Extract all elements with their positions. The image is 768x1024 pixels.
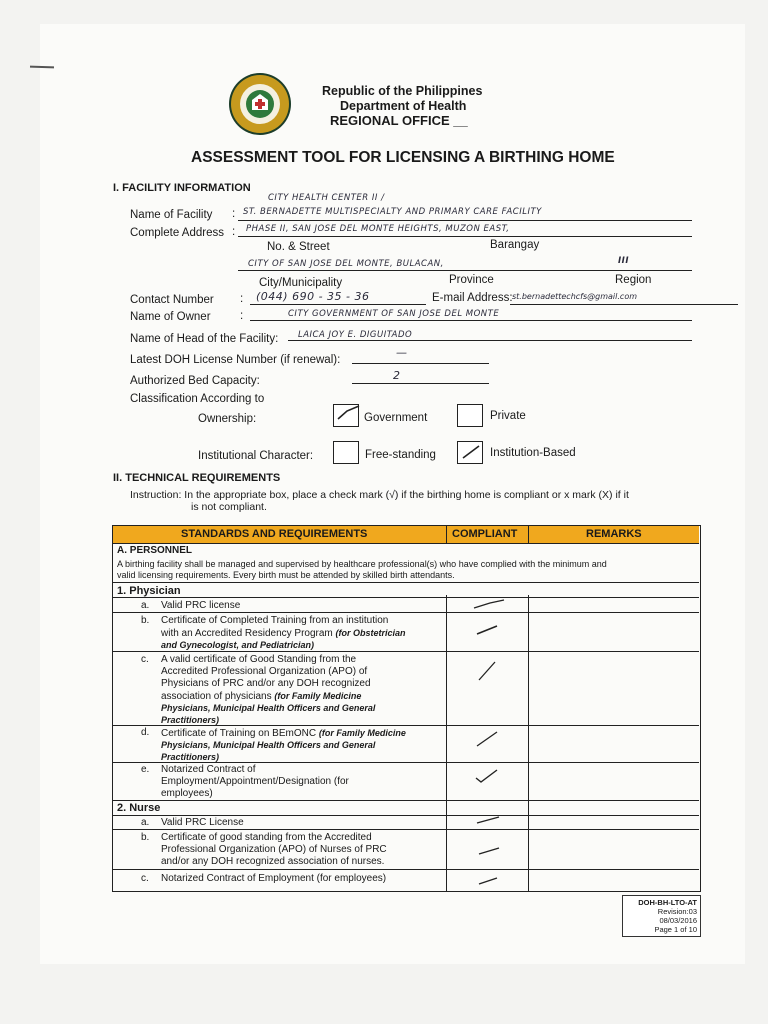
personnel-title: A. PERSONNEL — [117, 545, 193, 556]
physician-d-line1: Certificate of Training on BEmONC — [161, 728, 317, 739]
institutional-label: Institutional Character: — [198, 450, 314, 462]
check-mark-icon — [473, 813, 503, 827]
nurse-a-text: Valid PRC License — [161, 817, 244, 828]
government-label: Government — [364, 412, 428, 424]
check-mark-icon — [475, 658, 505, 684]
doh-seal-icon — [228, 72, 292, 136]
instruction-line1: Instruction: In the appropriate box, place a check mark (√) if the birthing home is compliant or x mark (X) if it — [130, 489, 629, 501]
bed-capacity-underline — [352, 383, 489, 384]
divider — [528, 595, 529, 892]
license-underline — [352, 363, 489, 364]
physician-e-line3: employees) — [161, 788, 213, 799]
physician-c-line2: Accredited Professional Organization (APO) of — [161, 666, 368, 677]
nurse-title: 2. Nurse — [117, 802, 161, 814]
footer-code: DOH-BH-LTO-AT — [638, 898, 697, 907]
license-label: Latest DOH License Number (if renewal): — [130, 354, 341, 366]
divider — [446, 526, 447, 543]
license-value: — — [396, 346, 408, 359]
check-mark-icon — [475, 874, 505, 888]
contact-label: Contact Number — [130, 294, 214, 306]
check-mark-icon — [473, 726, 503, 752]
footer-revision: Revision:03 — [657, 907, 697, 916]
table-header — [113, 526, 699, 544]
row-letter: c. — [141, 873, 149, 884]
check-mark-icon — [475, 844, 505, 858]
head-label: Name of Head of the Facility: — [130, 333, 279, 345]
personnel-desc-1: A birthing facility shall be managed and supervised by healthcare professional(s) who have complied with the minimum and — [117, 559, 607, 569]
physician-b-line3-italic: and Gynecologist, and Pediatrician) — [161, 640, 315, 650]
row-letter: d. — [141, 727, 150, 738]
check-mark-icon — [335, 403, 361, 425]
private-label: Private — [490, 410, 526, 422]
contact-underline — [250, 304, 426, 305]
footer-page: Page 1 of 10 — [654, 925, 697, 934]
private-checkbox[interactable] — [457, 404, 483, 427]
col-standards: STANDARDS AND REQUIREMENTS — [181, 528, 368, 540]
physician-d-line1-italic: (for Family Medicine — [318, 728, 406, 738]
row-letter: b. — [141, 615, 150, 626]
physician-e-line1: Notarized Contract of — [161, 764, 256, 775]
bed-capacity-label: Authorized Bed Capacity: — [130, 375, 260, 387]
owner-label: Name of Owner — [130, 311, 211, 323]
facility-name-value-line2: ST. BERNADETTE MULTISPECIALTY AND PRIMARY CARE FACILITY — [243, 207, 542, 217]
bed-capacity-value: 2 — [393, 369, 401, 382]
row-line — [113, 869, 699, 870]
contact-value: (044) 690 - 35 - 36 — [256, 290, 370, 303]
institution-based-label: Institution-Based — [490, 447, 576, 459]
nurse-c-text: Notarized Contract of Employment (for employees) — [161, 873, 387, 884]
email-underline — [510, 304, 738, 305]
address-label: Complete Address — [130, 227, 224, 239]
colon: : — [240, 310, 244, 322]
nurse-b-line1: Certificate of good standing from the Accredited — [161, 832, 372, 843]
colon: : — [232, 208, 236, 220]
owner-underline — [250, 320, 692, 321]
physician-c-line4-italic: (for Family Medicine — [274, 691, 362, 701]
physician-c-line6-italic: Practitioners) — [161, 715, 220, 725]
regional-office-heading: REGIONAL OFFICE __ — [330, 113, 468, 128]
physician-c-line4: association of physicians — [161, 691, 272, 702]
requirements-table — [112, 525, 701, 892]
facility-name-value-line1: CITY HEALTH CENTER II / — [268, 193, 385, 203]
row-line — [113, 582, 699, 583]
check-mark-icon — [459, 441, 485, 463]
row-letter: c. — [141, 654, 149, 665]
city-label: City/Municipality — [259, 277, 343, 289]
facility-name-label: Name of Facility — [130, 209, 213, 221]
document-footer — [622, 895, 701, 937]
check-mark-icon — [468, 596, 508, 616]
city-underline — [238, 270, 692, 271]
physician-d-line2-italic: Physicians, Municipal Health Officers and General — [161, 740, 376, 750]
physician-c-line5-italic: Physicians, Municipal Health Officers and General — [161, 703, 376, 713]
street-label: No. & Street — [267, 241, 330, 253]
instruction-line2: is not compliant. — [191, 501, 267, 513]
facility-name-underline — [238, 220, 692, 221]
row-line — [113, 800, 699, 801]
physician-d-line3-italic: Practitioners) — [161, 752, 220, 762]
row-letter: a. — [141, 600, 150, 611]
barangay-label: Barangay — [490, 239, 540, 251]
check-mark-icon — [473, 766, 503, 786]
row-line — [113, 815, 699, 816]
physician-e-line2: Employment/Appointment/Designation (for — [161, 776, 349, 787]
personnel-desc-2: valid licensing requirements. Every birth must be attended by skilled birth attendants. — [117, 570, 455, 580]
row-line — [113, 725, 699, 726]
document-title: ASSESSMENT TOOL FOR LICENSING A BIRTHING HOME — [191, 149, 615, 166]
divider — [528, 526, 529, 543]
colon: : — [232, 226, 236, 238]
physician-c-line1: A valid certificate of Good Standing from the — [161, 654, 357, 665]
col-compliant: COMPLIANT — [452, 528, 518, 540]
classification-label: Classification According to — [130, 393, 265, 405]
row-line — [113, 612, 699, 613]
owner-value: CITY GOVERNMENT OF SAN JOSE DEL MONTE — [288, 309, 500, 319]
row-line — [113, 762, 699, 763]
province-label: Province — [449, 274, 494, 286]
head-value: LAICA JOY E. DIGUITADO — [298, 330, 413, 340]
city-value: CITY OF SAN JOSE DEL MONTE, BULACAN, — [248, 259, 444, 269]
physician-c-line3: Physicians of PRC and/or any DOH recognized — [161, 678, 371, 689]
physician-b-line1: Certificate of Completed Training from an institution — [161, 615, 389, 626]
technical-section-title: II. TECHNICAL REQUIREMENTS — [113, 472, 281, 484]
email-label: E-mail Address: — [432, 292, 513, 304]
nurse-b-line3: and/or any DOH recognized association of nurses. — [161, 856, 385, 867]
ownership-label: Ownership: — [198, 413, 257, 425]
head-underline — [288, 340, 692, 341]
check-mark-icon — [473, 620, 513, 640]
row-line — [113, 597, 699, 598]
row-line — [113, 651, 699, 652]
email-value: st.bernadettechcfs@gmail.com — [512, 292, 638, 301]
row-line — [113, 829, 699, 830]
address-value: PHASE II, SAN JOSE DEL MONTE HEIGHTS, MUZON EAST, — [246, 224, 510, 234]
footer-date: 08/03/2016 — [659, 916, 697, 925]
row-letter: e. — [141, 764, 150, 775]
col-remarks: REMARKS — [586, 528, 642, 540]
republic-heading: Republic of the Philippines — [322, 84, 483, 98]
row-letter: a. — [141, 817, 150, 828]
region-value: III — [618, 256, 629, 266]
colon: : — [240, 293, 244, 305]
region-label: Region — [615, 274, 652, 286]
facility-section-title: I. FACILITY INFORMATION — [113, 182, 251, 194]
row-letter: b. — [141, 832, 150, 843]
department-heading: Department of Health — [340, 99, 467, 113]
address-underline — [238, 236, 692, 237]
physician-a-text: Valid PRC license — [161, 600, 241, 611]
nurse-b-line2: Professional Organization (APO) of Nurses of PRC — [161, 844, 387, 855]
physician-b-line2: with an Accredited Residency Program — [161, 628, 333, 639]
free-standing-checkbox[interactable] — [333, 441, 359, 464]
divider — [446, 595, 447, 892]
free-standing-label: Free-standing — [365, 449, 436, 461]
physician-b-line2-italic: (for Obstetrician — [335, 628, 406, 638]
scan-mark — [30, 66, 54, 69]
physician-title: 1. Physician — [117, 585, 181, 597]
